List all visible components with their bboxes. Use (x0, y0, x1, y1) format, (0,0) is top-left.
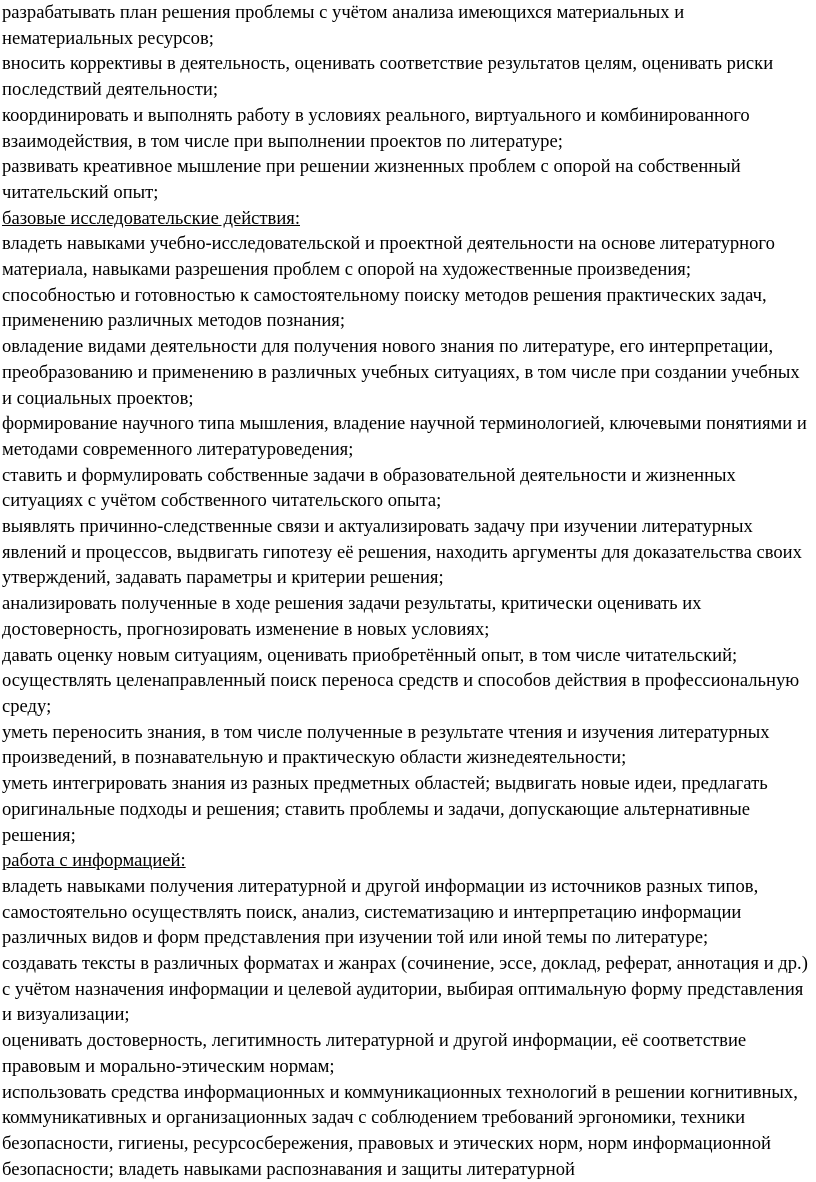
paragraph: ставить и формулировать собственные задачи в образовательной деятельности и жизненных ситуациях с учётом собственного читательского опыта; (2, 464, 736, 512)
paragraph: координировать и выполнять работу в условиях реального, виртуального и комбинированного взаимодействия, в том числе при выполнении проектов по литературе; (2, 104, 750, 152)
paragraph: владеть навыками получения литературной и другой информации из источников разных типов, самостоятельно осуществлять поиск, анализ, систематизацию и интерпретацию информации различных видов и форм представления при изучении той или иной темы по литературе; (2, 875, 759, 949)
paragraph: осуществлять целенаправленный поиск переноса средств и способов действия в профессиональную среду; (2, 670, 800, 717)
paragraph: использовать средства информационных и коммуникационных технологий в решении когнитивных, коммуникативных и организационных задач с соблюдением требований эргономики, техники безопасности, гигиены, ресурсосбережения, правовых и этических норм, норм информационной безопасности; владеть навыками распознавания и защиты литературной (2, 1081, 798, 1180)
section-heading: базовые исследовательские действия: (2, 207, 300, 229)
paragraph: владеть навыками учебно-исследовательской и проектной деятельности на основе литературного материала, навыками разрешения проблем с опорой на художественные произведения; (2, 233, 775, 281)
paragraph: формирование научного типа мышления, владение научной терминологией, ключевыми понятиями и методами современного литературоведения; (2, 413, 807, 460)
paragraph: овладение видами деятельности для получения нового знания по литературе, его интерпретации, преобразованию и применению в различных учебных ситуациях, в том числе при создании учебных и социальных проектов; (2, 336, 800, 409)
paragraph: уметь переносить знания, в том числе полученные в результате чтения и изучения литературных произведений, в познавательную и практическую области жизнедеятельности; (2, 721, 770, 769)
paragraph: разрабатывать план решения проблемы с учётом анализа имеющихся материальных и нематериальных ресурсов; (2, 2, 685, 49)
paragraph: оценивать достоверность, легитимность литературной и другой информации, её соответствие правовым и морально-этическим нормам; (2, 1030, 747, 1077)
paragraph: создавать тексты в различных форматах и жанрах (сочинение, эссе, доклад, реферат, аннотация и др.) с учётом назначения информации и целевой аудитории, выбирая оптимальную форму представления и визуализации; (2, 953, 808, 1026)
paragraph: развивать креативное мышление при решении жизненных проблем с опорой на собственный читательский опыт; (2, 156, 741, 203)
paragraph: давать оценку новым ситуациям, оценивать приобретённый опыт, в том числе читательский; (2, 644, 738, 666)
paragraph: способностью и готовностью к самостоятельному поиску методов решения практических задач, применению различных методов познания; (2, 284, 767, 332)
paragraph: вносить коррективы в деятельность, оценивать соответствие результатов целям, оценивать риски последствий деятельности; (2, 53, 774, 101)
section-heading: работа с информацией: (2, 850, 186, 872)
document-page (2, 0, 814, 1182)
paragraph: уметь интегрировать знания из разных предметных областей; выдвигать новые идеи, предлагать оригинальные подходы и решения; ставить проблемы и задачи, допускающие альтернативные решения; (2, 773, 768, 846)
paragraph: анализировать полученные в ходе решения задачи результаты, критически оценивать их достоверность, прогнозировать изменение в новых условиях; (2, 593, 702, 640)
paragraph: выявлять причинно-следственные связи и актуализировать задачу при изучении литературных явлений и процессов, выдвигать гипотезу её решения, находить аргументы для доказательства своих утверждений, задавать параметры и критерии решения; (2, 516, 802, 589)
